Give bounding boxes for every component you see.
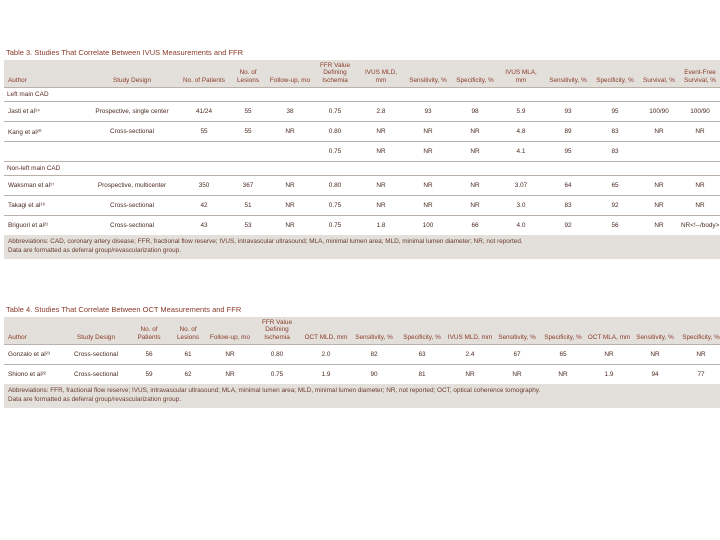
- table-cell: 61: [168, 345, 208, 365]
- table-cell: NR: [404, 142, 452, 162]
- table-cell: 82: [350, 345, 398, 365]
- table-cell: 62: [168, 365, 208, 385]
- study-design-cell: Cross-sectional: [84, 122, 180, 142]
- column-header: Sensitivity, %: [404, 60, 452, 88]
- column-header: No. of Lesions: [168, 317, 208, 345]
- table-4: [4, 303, 720, 408]
- column-header: OCT MLA, mm: [586, 317, 632, 345]
- table-cell: 1.9: [302, 365, 350, 385]
- table-cell: 350: [180, 176, 228, 196]
- table-cell: NR: [208, 365, 252, 385]
- author-cell: Takagi et al¹⁶: [4, 196, 84, 216]
- table-cell: 59: [130, 365, 168, 385]
- table-cell: 95: [544, 142, 592, 162]
- table-3-grid: [4, 60, 720, 235]
- table-cell: 0.75: [312, 216, 358, 236]
- column-header: No. of Patients: [130, 317, 168, 345]
- column-header: Author: [4, 317, 62, 345]
- table-cell: 55: [228, 102, 268, 122]
- table-cell: [180, 142, 228, 162]
- table-cell: 93: [544, 102, 592, 122]
- table-cell: NR: [268, 122, 312, 142]
- table-cell: 0.75: [252, 365, 302, 385]
- table-cell: 2.0: [302, 345, 350, 365]
- table-cell: 4.8: [498, 122, 544, 142]
- table-cell: NR: [452, 142, 498, 162]
- study-design-cell: [84, 142, 180, 162]
- table-row: [4, 216, 720, 236]
- table-cell: [680, 142, 720, 162]
- table-cell: NR: [452, 176, 498, 196]
- table-cell: 100: [404, 216, 452, 236]
- table-row: [4, 196, 720, 216]
- table-row: [4, 102, 720, 122]
- table-row: [4, 365, 720, 385]
- column-header: Follow-up, mo: [208, 317, 252, 345]
- table-cell: NR: [678, 345, 720, 365]
- column-header: Author: [4, 60, 84, 88]
- table-cell: 38: [268, 102, 312, 122]
- table-row: [4, 122, 720, 142]
- column-header: FFR Value Defining Ischemia: [312, 60, 358, 88]
- table-4-footnote: [4, 384, 720, 408]
- author-cell: Briguori et al²¹: [4, 216, 84, 236]
- footnote-abbreviations: Abbreviations: FFR, fractional flow reserve; IVUS, intravascular ultrasound; MLA, minimal lumen area; MLD, minimal lumen diameter; NR, not reported; OCT, optical coherence tomography.: [8, 387, 541, 395]
- table-cell: 64: [544, 176, 592, 196]
- table-cell: NR: [452, 196, 498, 216]
- table-cell: 65: [540, 345, 586, 365]
- table-cell: 77: [678, 365, 720, 385]
- table-cell: NR: [358, 176, 404, 196]
- table-cell: NR: [586, 345, 632, 365]
- column-header: No. of Lesions: [228, 60, 268, 88]
- table-cell: 3.07: [498, 176, 544, 196]
- author-cell: Jasti et al¹⁴: [4, 102, 84, 122]
- table-4-title: Table 4. Studies That Correlate Between OCT Measurements and FFR: [6, 305, 242, 314]
- table-cell: 53: [228, 216, 268, 236]
- table-cell: 98: [452, 102, 498, 122]
- table-cell: NR<!--/body>: [680, 216, 720, 236]
- table-cell: 56: [592, 216, 638, 236]
- section-label: Left main CAD: [4, 88, 720, 102]
- column-header: Study Design: [84, 60, 180, 88]
- table-cell: NR: [268, 196, 312, 216]
- table-4-header-row: [4, 317, 720, 345]
- study-design-cell: Cross-sectional: [62, 345, 130, 365]
- column-header: Follow-up, mo: [268, 60, 312, 88]
- author-cell: Kang et al²⁰: [4, 122, 84, 142]
- table-cell: NR: [404, 176, 452, 196]
- study-design-cell: Prospective, multicenter: [84, 176, 180, 196]
- section-row: [4, 88, 720, 102]
- column-header: Study Design: [62, 317, 130, 345]
- table-cell: NR: [494, 365, 540, 385]
- table-4-grid: [4, 317, 720, 384]
- table-cell: [228, 142, 268, 162]
- table-cell: 1.9: [586, 365, 632, 385]
- table-cell: 66: [452, 216, 498, 236]
- table-cell: 92: [544, 216, 592, 236]
- table-cell: NR: [638, 216, 680, 236]
- table-cell: 367: [228, 176, 268, 196]
- column-header: Sensitivity, %: [350, 317, 398, 345]
- column-header: Specificity, %: [540, 317, 586, 345]
- table-cell: NR: [452, 122, 498, 142]
- table-cell: 3.0: [498, 196, 544, 216]
- table-cell: 41/24: [180, 102, 228, 122]
- table-cell: 2.8: [358, 102, 404, 122]
- table-row: [4, 176, 720, 196]
- table-cell: 0.75: [312, 196, 358, 216]
- footnote-format: Data are formatted as deferral group/revascularization group.: [8, 246, 181, 254]
- table-cell: 0.75: [312, 102, 358, 122]
- table-cell: 92: [592, 196, 638, 216]
- table-cell: NR: [638, 122, 680, 142]
- table-cell: [638, 142, 680, 162]
- table-3-header-row: [4, 60, 720, 88]
- table-cell: 83: [592, 142, 638, 162]
- table-cell: NR: [638, 196, 680, 216]
- table-cell: 55: [228, 122, 268, 142]
- table-cell: NR: [208, 345, 252, 365]
- table-cell: 4.0: [498, 216, 544, 236]
- table-cell: NR: [680, 196, 720, 216]
- column-header: Sensitivity, %: [632, 317, 678, 345]
- section-row: [4, 162, 720, 176]
- column-header: IVUS MLD, mm: [358, 60, 404, 88]
- table-3-footnote: [4, 235, 720, 259]
- author-cell: Waksman et al¹⁷: [4, 176, 84, 196]
- table-cell: 94: [632, 365, 678, 385]
- section-label: Non-left main CAD: [4, 162, 720, 176]
- column-header: IVUS MLD, mm: [446, 317, 494, 345]
- table-3: [4, 46, 720, 259]
- column-header: Specificity, %: [678, 317, 720, 345]
- table-cell: 100/90: [638, 102, 680, 122]
- table-cell: 0.80: [252, 345, 302, 365]
- table-cell: 67: [494, 345, 540, 365]
- study-design-cell: Cross-sectional: [62, 365, 130, 385]
- table-cell: 89: [544, 122, 592, 142]
- table-cell: 2.4: [446, 345, 494, 365]
- table-cell: NR: [358, 196, 404, 216]
- table-cell: 43: [180, 216, 228, 236]
- table-cell: NR: [638, 176, 680, 196]
- table-cell: NR: [268, 216, 312, 236]
- table-cell: 90: [350, 365, 398, 385]
- table-cell: 0.80: [312, 122, 358, 142]
- column-header: IVUS MLA, mm: [498, 60, 544, 88]
- table-cell: NR: [404, 196, 452, 216]
- column-header: Sensitivity, %: [544, 60, 592, 88]
- table-cell: 83: [592, 122, 638, 142]
- table-cell: 63: [398, 345, 446, 365]
- footnote-abbreviations: Abbreviations: CAD, coronary artery disease; FFR, fractional flow reserve; IVUS, intravascular ultrasound; MLA, minimal lumen area; MLD, minimal lumen diameter; NR, not reported.: [8, 238, 523, 246]
- column-header: No. of Patients: [180, 60, 228, 88]
- column-header: FFR Value Defining Ischemia: [252, 317, 302, 345]
- table-cell: NR: [680, 176, 720, 196]
- column-header: Survival, %: [638, 60, 680, 88]
- table-cell: NR: [358, 142, 404, 162]
- table-cell: 65: [592, 176, 638, 196]
- table-row: [4, 142, 720, 162]
- table-cell: NR: [358, 122, 404, 142]
- author-cell: Gonzalo et al²³: [4, 345, 62, 365]
- column-header: Specificity, %: [592, 60, 638, 88]
- table-cell: 0.80: [312, 176, 358, 196]
- table-row: [4, 345, 720, 365]
- table-cell: 0.75: [312, 142, 358, 162]
- table-cell: 51: [228, 196, 268, 216]
- table-cell: 100/90: [680, 102, 720, 122]
- table-3-title: Table 3. Studies That Correlate Between IVUS Measurements and FFR: [6, 48, 244, 57]
- column-header: OCT MLD, mm: [302, 317, 350, 345]
- table-cell: 4.1: [498, 142, 544, 162]
- table-cell: NR: [680, 122, 720, 142]
- column-header: Event-Free Survival, %: [680, 60, 720, 88]
- study-design-cell: Prospective, single center: [84, 102, 180, 122]
- table-cell: 93: [404, 102, 452, 122]
- column-header: Specificity, %: [452, 60, 498, 88]
- table-cell: 95: [592, 102, 638, 122]
- table-cell: NR: [404, 122, 452, 142]
- table-cell: NR: [446, 365, 494, 385]
- study-design-cell: Cross-sectional: [84, 196, 180, 216]
- table-cell: NR: [632, 345, 678, 365]
- column-header: Specificity, %: [398, 317, 446, 345]
- table-cell: 81: [398, 365, 446, 385]
- table-cell: [268, 142, 312, 162]
- table-cell: NR: [268, 176, 312, 196]
- table-cell: 56: [130, 345, 168, 365]
- table-cell: 83: [544, 196, 592, 216]
- author-cell: Shiono et al²²: [4, 365, 62, 385]
- footnote-format: Data are formatted as deferral group/revascularization group.: [8, 395, 181, 403]
- author-cell: [4, 142, 84, 162]
- column-header: Sensitivity, %: [494, 317, 540, 345]
- table-cell: 1.8: [358, 216, 404, 236]
- table-cell: NR: [540, 365, 586, 385]
- table-cell: 55: [180, 122, 228, 142]
- table-cell: 5.9: [498, 102, 544, 122]
- table-cell: 42: [180, 196, 228, 216]
- study-design-cell: Cross-sectional: [84, 216, 180, 236]
